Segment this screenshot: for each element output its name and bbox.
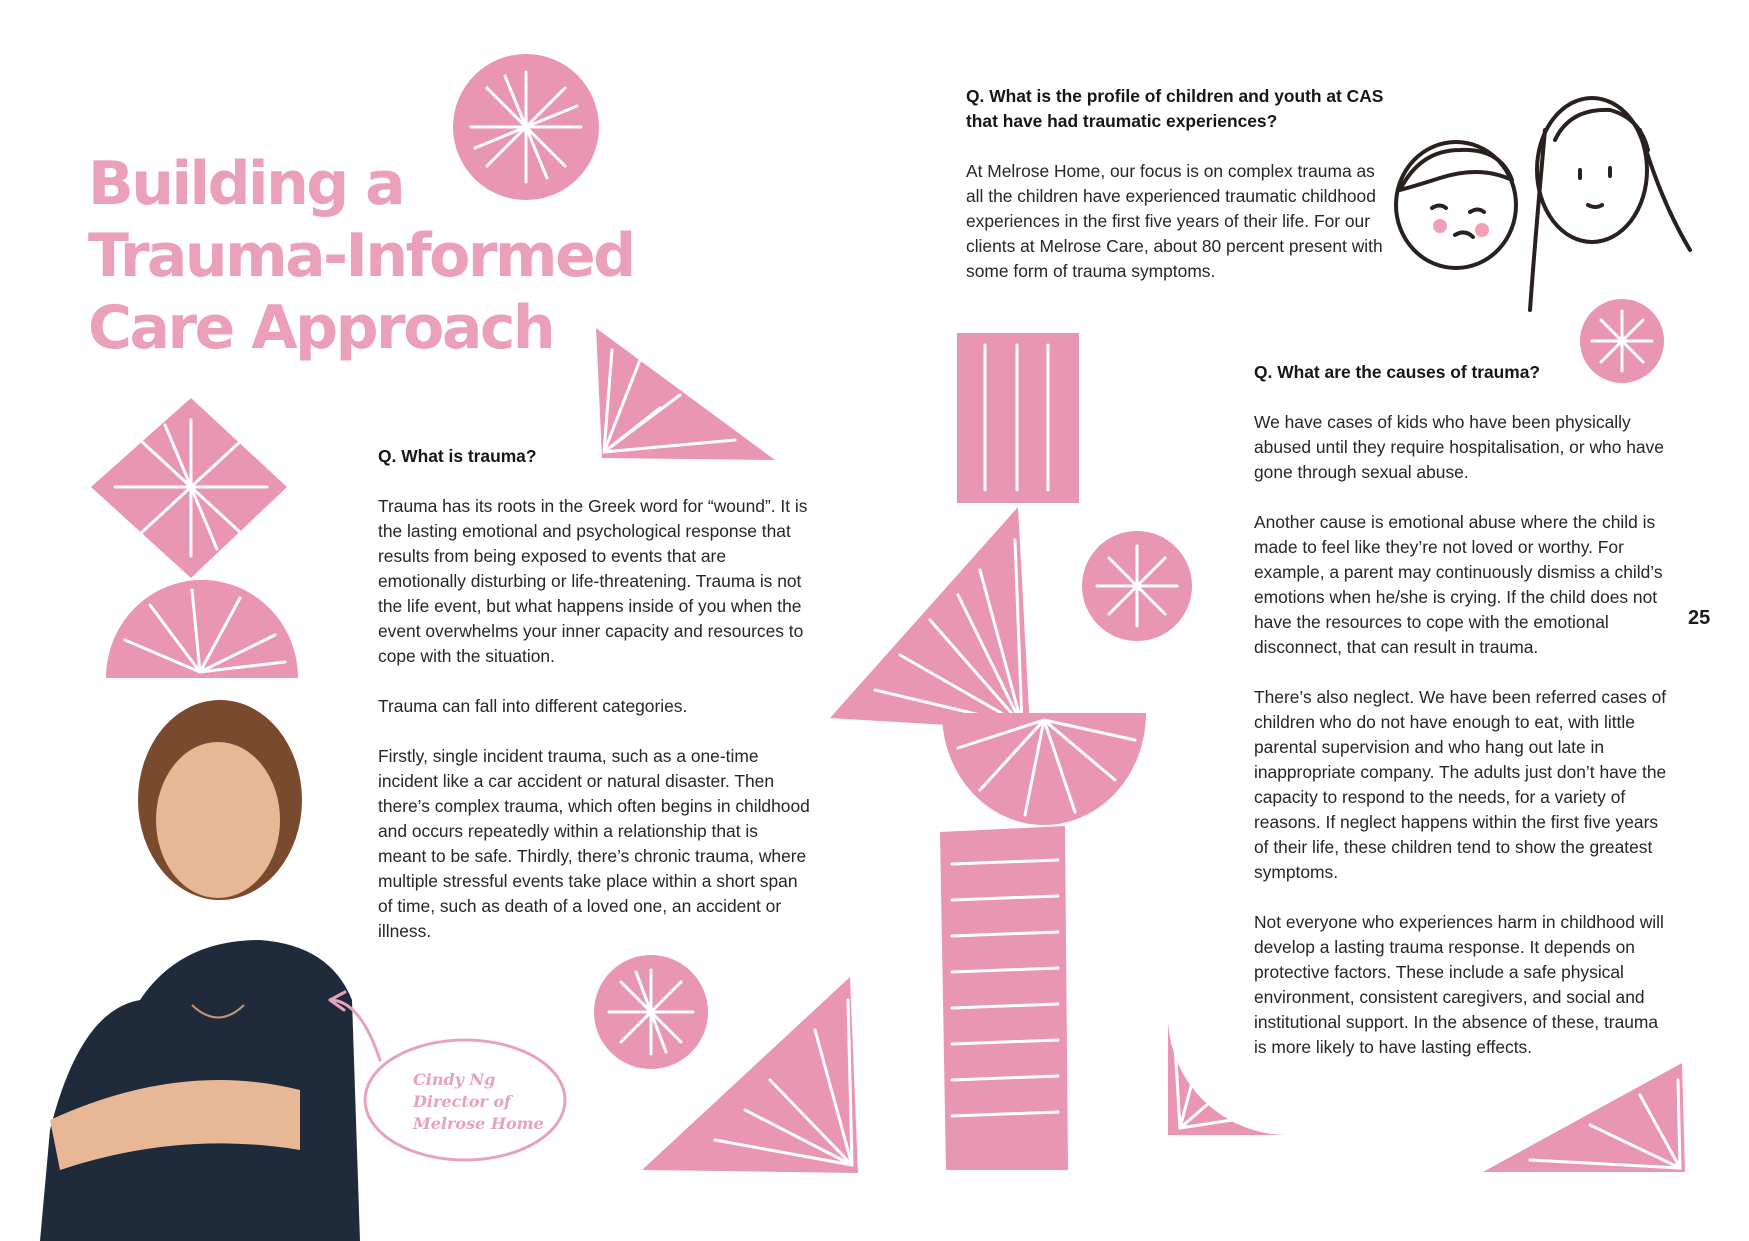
page-title (88, 148, 634, 364)
portrait-caption (413, 1069, 544, 1135)
caption-role: Director of (413, 1092, 511, 1111)
paragraph: Trauma can fall into different categories. (378, 696, 688, 716)
paragraph: Trauma has its roots in the Greek word for “wound”. It is the lasting emotional and psychological response that results from being exposed to events that are emotionally disturbing or life-threatening. Trauma is not the life event, but what happens inside of you when the event overwhelms your inner capacity and resources to cope with the situation. (378, 496, 808, 666)
starburst-triangle-center (830, 507, 1030, 730)
paragraph: Firstly, single incident trauma, such as a one-time incident like a car accident or natural disaster. Then there’s complex trauma, which often begins in childhood and occurs repeatedly within a relationship that is meant to be safe. Thirdly, there’s chronic trauma, where multiple stressful events take place within a short span of time, such as death of a loved one, an accident or illness. (378, 746, 810, 941)
caption-org: Melrose Home (413, 1114, 544, 1133)
caption-name: Cindy Ng (413, 1070, 496, 1089)
paragraph: Not everyone who experiences harm in childhood will develop a lasting trauma response. It depends on protective factors. These include a safe physical environment, consistent caregivers, and social and institutional support. In the absence of these, trauma is more likely to have lasting effects. (1254, 912, 1664, 1057)
sketch-blush (1433, 219, 1447, 233)
section-what-is-trauma (378, 444, 810, 969)
title-line-1: Building a (88, 149, 404, 219)
striped-rectangle-tall (940, 826, 1068, 1170)
starburst-circle-center (1082, 531, 1192, 641)
paragraph: Another cause is emotional abuse where the child is made to feel like they’re not loved or worthy. For example, a parent may continuously dismiss a child’s emotions when he/she is crying. If the child does not have the resources to cope with the emotional disconnect, that can result in trauma. (1254, 512, 1663, 657)
sketch-faces-illustration (1396, 98, 1690, 310)
question-profile: Q. What is the profile of children and youth at CAS that have had traumatic experiences? (966, 86, 1384, 131)
title-line-3: Care Approach (88, 293, 554, 363)
starburst-semicircle-left (106, 580, 298, 678)
page-number: 25 (1688, 607, 1711, 629)
starburst-bowl-center (942, 713, 1146, 825)
section-causes-of-trauma (1254, 360, 1674, 1085)
paragraph: We have cases of kids who have been physically abused until they require hospitalisation, or who have gone through sexual abuse. (1254, 412, 1664, 482)
paragraph: At Melrose Home, our focus is on complex trauma as all the children have experienced traumatic childhood experiences in the first five years of their life. For our clients at Melrose Care, about 80 percent present with some form of trauma symptoms. (966, 161, 1383, 281)
portrait-photo (40, 700, 360, 1241)
starburst-diamond (91, 398, 287, 578)
paragraph: There’s also neglect. We have been referred cases of children who do not have enough to eat, with little parental supervision and who hang out late in inappropriate company. The adults just don’t have the capacity to respond to the needs, for a variety of reasons. If neglect happens within the first five years of their life, these children tend to show the greatest symptoms. (1254, 687, 1667, 882)
question-what-is-trauma: Q. What is trauma? (378, 446, 537, 466)
question-causes: Q. What are the causes of trauma? (1254, 362, 1541, 382)
sketch-blush (1475, 223, 1489, 237)
starburst-circle-bottom (594, 955, 708, 1069)
title-line-2: Trauma-Informed (88, 221, 634, 291)
section-profile-of-children (966, 84, 1386, 309)
striped-rectangle-top (957, 333, 1079, 503)
